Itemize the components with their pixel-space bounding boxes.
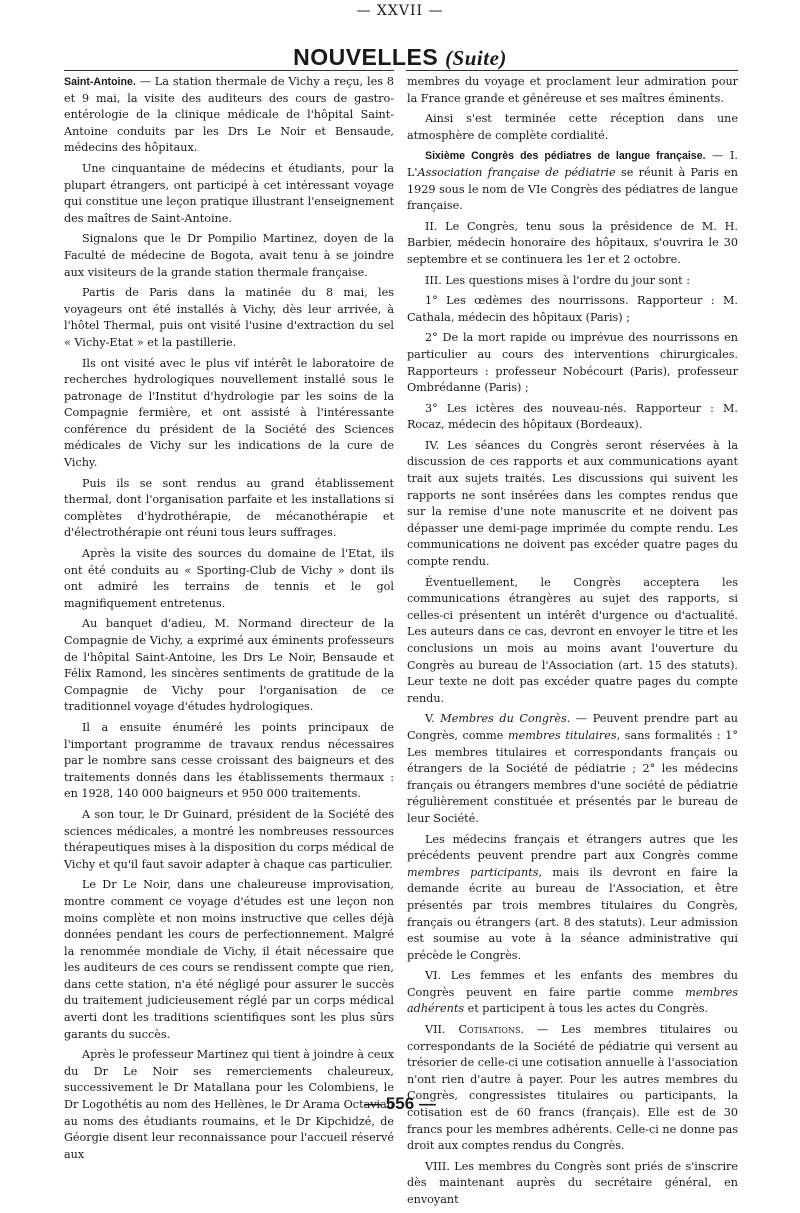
right-column-rule — [406, 70, 738, 71]
paragraph: Au banquet d'adieu, M. Normand directeur de la Compagnie de Vichy, a exprimé aux éminents professeurs de l'hôpital Saint-Antoine, les Drs Le Noir, Bensaude et Félix Ramond, les sincères sentiments de gratitude de la Compagnie de Vichy pour l'organisation de ce traditionnel voyage d'études hydrologiques. — [64, 617, 394, 714]
right-column — [407, 74, 738, 1213]
paragraph: IV. Les séances du Congrès seront réservées à la discussion de ces rapports et aux communications ayant trait aux sujets traités. Les discussions qui suivent les rapports ne sont insérées dans les comptes rendus que sur la remise d'une note manuscrite et ne doivent pas dépasser une demi-page imprimée du compte rendu. Les communications ne doivent pas excéder quatre pages du compte rendu. — [407, 438, 738, 569]
paragraph: A son tour, le Dr Guinard, président de la Société des sciences médicales, a montré les nombreuses ressources thérapeutiques mises à la disposition du corps médical de Vichy et qu'il faut savoir adapter à chaque cas particulier. — [64, 807, 394, 871]
paragraph: Saint-Antoine. — La station thermale de Vichy a reçu, les 8 et 9 mai, la visite des auditeurs des cours de gastro-entérologie de la clinique médicale de l'hôpital Saint-Antoine conduits par les Drs Le Noir et Bensaude, médecins des hôpitaux. — [64, 75, 394, 155]
paragraph: Puis ils se sont rendus au grand établissement thermal, dont l'organisation parfaite et les installations si complètes d'hydrothérapie, de mécanothérapie et d'électrothérapie ont réuni tous leurs suffrages. — [64, 476, 394, 540]
paragraph: VIII. Les membres du Congrès sont priés de s'inscrire dès maintenant auprès du secrétaire général, en envoyant — [407, 1159, 738, 1206]
article-lead: Sixième Congrès des pédiatres de langue française. — [425, 150, 706, 163]
section-title-suite: (Suite) — [445, 46, 507, 70]
page-number: — 556 — — [364, 1094, 436, 1113]
paragraph: 2° De la mort rapide ou imprévue des nourrissons en particulier au cours des interventions chirurgicales. Rapporteurs : professeur Nobécourt (Paris), professeur Ombrédanne (Paris) ; — [407, 331, 738, 395]
paragraph: Une cinquantaine de médecins et étudiants, pour la plupart étrangers, ont participé à cet intéressant voyage qui constitue une leçon pratique illustrant l'enseignement des maîtres de Saint-Antoine. — [64, 161, 394, 225]
paragraph: VII. Cotisations. — Les membres titulaires ou correspondants de la Société de pédiatrie qui versent au trésorier de celle-ci une cotisation annuelle à l'association n'ont rien d'autre à payer. Pour les autres membres du Congrès, congressistes titulaires ou participants, la cotisation est de 60 francs (français). Elle est de 30 francs pour les membres adhérents. Celle-ci ne donne pas droit aux comptes rendus du Congrès. — [407, 1023, 738, 1153]
roman-page-number: — XXVII — — [356, 3, 444, 19]
section-title — [0, 44, 800, 71]
left-column-rule — [64, 70, 394, 71]
paragraph: II. Le Congrès, tenu sous la présidence de M. H. Barbier, médecin honoraire des hôpitaux, s'ouvrira le 30 septembre et se continuera les 1er et 2 octobre. — [407, 219, 738, 266]
paragraph: Éventuellement, le Congrès acceptera les communications étrangères au sujet des rapports, si celles-ci présentent un intérêt d'urgence ou d'actualité. Les auteurs dans ce cas, devront en envoyer le titre et les conclusions un mois au moins avant l'ouverture du Congrès au bureau de l'Association (art. 15 des statuts). Leur texte ne doit pas excéder quatre pages du compte rendu. — [407, 575, 738, 705]
paragraph: V. Membres du Congrès. — Peuvent prendre part au Congrès, comme membres titulaires, sans formalités : 1° Les membres titulaires et correspondants français ou étrangers de la Société de pédiatrie ; 2° les médecins français ou étrangers membres d'une société de pédiatrie régulièrement constituée et présentés par le bureau de leur Société. — [407, 712, 739, 825]
paragraph: membres du voyage et proclament leur admiration pour la France grande et généreuse et ses maîtres éminents. — [407, 75, 738, 105]
left-column — [64, 74, 394, 1167]
paragraph: Après la visite des sources du domaine de l'Etat, ils ont été conduits au « Sporting-Club de Vichy » dont ils ont admiré les terrains de tennis et le gol magnifiquement entretenus. — [64, 547, 394, 610]
paragraph: Il a ensuite énuméré les points principaux de l'important programme de travaux rendus nécessaires par le nombre sans cesse croissant des baigneurs et des traitements donnés dans les établissements thermaux : en 1928, 140 000 baigneurs et 950 000 traitements. — [64, 720, 394, 801]
paragraph: Les médecins français et étrangers autres que les précédents peuvent prendre part aux Congrès comme membres participants, mais ils devront en faire la demande écrite au bureau de l'Association, et être présentés par trois membres titulaires du Congrès, français ou étrangers (art. 8 des statuts). Leur admission est soumise au vote à la séance administrative qui précède le Congrès. — [407, 832, 738, 962]
section-title-main: NOUVELLES — [293, 44, 439, 70]
paragraph: Signalons que le Dr Pompilio Martinez, doyen de la Faculté de médecine de Bogota, avait tenu à se joindre aux visiteurs de la grande station thermale française. — [64, 232, 394, 279]
paragraph: III. Les questions mises à l'ordre du jour sont : — [425, 273, 690, 287]
paragraph: Sixième Congrès des pédiatres de langue française. — I. L'Association française de pédiatrie se réunit à Paris en 1929 sous le nom de VIe Congrès des pédiatres de langue française. — [407, 149, 738, 213]
paragraph: Le Dr Le Noir, dans une chaleureuse improvisation, montre comment ce voyage d'études est une leçon non moins complète et non moins instructive que celles déjà données pendant les cours de perfectionnement. Malgré la renommée mondiale de Vichy, il était nécessaire que les auditeurs de ces cours se rendissent compte que rien, dans cette station, n'a été négligé pour assurer le succès du traitement judicieusement réglé par un corps médical averti dont les traditions scientifiques sont les plus sûrs garants du succès. — [64, 878, 394, 1041]
paragraph: 3° Les ictères des nouveau-nés. Rapporteur : M. Rocaz, médecin des hôpitaux (Bordeaux). — [407, 401, 738, 432]
paragraph: Ainsi s'est terminée cette réception dans une atmosphère de complète cordialité. — [407, 112, 738, 142]
article-lead: Saint-Antoine. — [64, 76, 136, 88]
paragraph: 1° Les œdèmes des nourrissons. Rapporteur : M. Cathala, médecin des hôpitaux (Paris) ; — [407, 294, 738, 324]
paragraph: Ils ont visité avec le plus vif intérêt le laboratoire de recherches hydrologiques nouvellement installé sous le patronage de l'Institut d'hydrologie par les soins de la Compagnie fermière, et ont assisté à l'intéressante conférence du président de la Société des Sciences médicales de Vichy sur les indications de la cure de Vichy. — [64, 356, 394, 470]
paragraph: Partis de Paris dans la matinée du 8 mai, les voyageurs ont été installés à Vichy, dès leur arrivée, à l'hôtel Thermal, puis ont visité l'usine d'extraction du sel « Vichy-Etat » et la pastillerie. — [64, 286, 394, 349]
paragraph: Après le professeur Martinez qui tient à joindre à ceux du Dr Le Noir ses remerciements chaleureux, successivement le Dr Matallana pour les Colombiens, le Dr Logothétis au nom des Hellènes, le Dr Arama Octaviau au noms des étudiants roumains, et le Dr Kipchidzé, de Géorgie disent leur reconnaissance pour l'accueil réservé aux — [64, 1048, 395, 1161]
paragraph: VI. Les femmes et les enfants des membres du Congrès peuvent en faire partie comme membres adhérents et participent à tous les actes du Congrès. — [407, 969, 738, 1016]
